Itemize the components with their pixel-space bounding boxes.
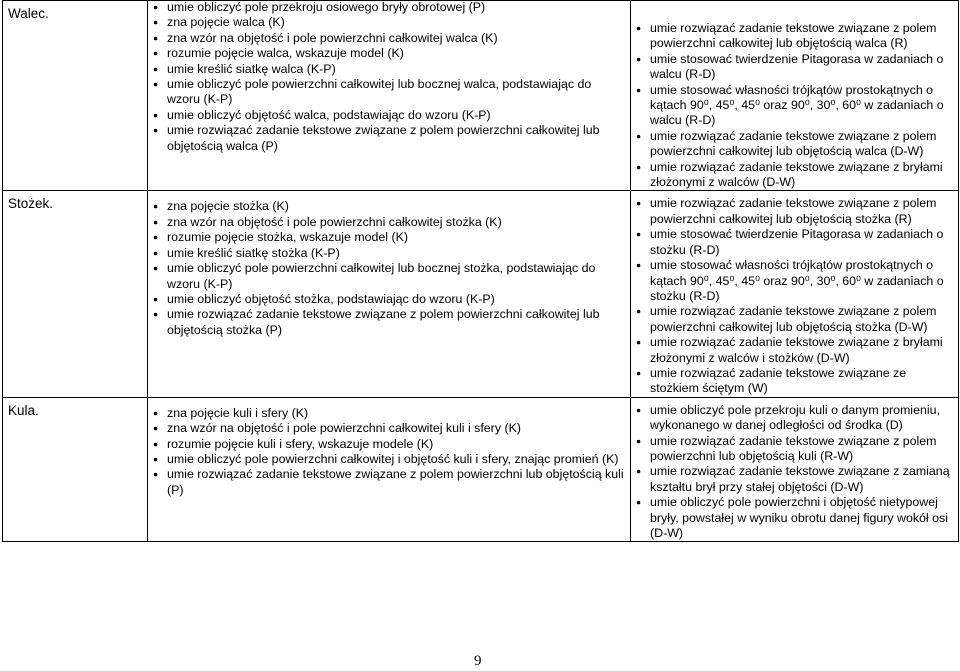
list-item: ● umie kreślić siatkę stożka (K-P): [148, 246, 626, 261]
topic-label: Stożek.: [8, 196, 54, 212]
basic-requirements-cell: [148, 397, 631, 542]
extended-requirements-list: [631, 403, 958, 542]
table-row-kula: [3, 397, 959, 542]
extended-requirements-list: [631, 21, 958, 190]
page-number: 9: [474, 653, 482, 669]
basic-requirements-cell: [148, 191, 631, 397]
topic-cell: [3, 397, 148, 542]
list-item: ● umie rozwiązać zadanie tekstowe związane z polem powierzchni całkowitej lub objętością stożka (R): [631, 196, 955, 227]
basic-requirements-list: [148, 0, 630, 154]
list-item: ● umie stosować własności trójkątów prostokątnych o kątach 90⁰, 45⁰, 45⁰ oraz 90⁰, 30⁰, 60⁰ w zadaniach o walcu (R-D): [631, 83, 955, 129]
list-item: ● umie stosować twierdzenie Pitagorasa w zadaniach o stożku (R-D): [631, 227, 955, 258]
list-item: ● umie rozwiązać zadanie tekstowe związane z polem powierzchni całkowitej lub objętością walca (R): [631, 21, 955, 52]
extended-requirements-list: [631, 196, 958, 396]
topic-label: Kula.: [8, 402, 39, 418]
extended-requirements-cell: [631, 191, 959, 397]
list-item: ● umie rozwiązać zadanie tekstowe związane z zamianą kształtu brył przy stałej objętości (D-W): [631, 464, 955, 495]
list-item: ● zna wzór na objętość i pole powierzchni całkowitej stożka (K): [148, 215, 626, 230]
list-item: ● umie rozwiązać zadanie tekstowe związane z polem powierzchni lub objętością kuli (P): [148, 467, 626, 498]
list-item: ● umie kreślić siatkę walca (K-P): [148, 62, 626, 77]
list-item: ● umie rozwiązać zadanie tekstowe związane z polem powierzchni całkowitej lub objętością stożka (P): [148, 307, 626, 338]
list-item: ● umie rozwiązać zadanie tekstowe związane z polem powierzchni całkowitej lub objętością walca (D-W): [631, 129, 955, 160]
list-item: ● umie obliczyć objętość walca, podstawiając do wzoru (K-P): [148, 108, 626, 123]
list-item: ● umie stosować własności trójkątów prostokątnych o kątach 90⁰, 45⁰, 45⁰ oraz 90⁰, 30⁰, 60⁰ w zadaniach o stożku (R-D): [631, 258, 955, 304]
list-item: ● zna pojęcie walca (K): [148, 15, 626, 30]
list-item: ● umie obliczyć pole przekroju kuli o danym promieniu, wykonanego w danej odległości od środka (D): [631, 403, 955, 434]
list-item: ● umie rozwiązać zadanie tekstowe związane ze stożkiem ściętym (W): [631, 366, 955, 397]
list-item: ● umie obliczyć objętość stożka, podstawiając do wzoru (K-P): [148, 292, 626, 307]
list-item: ● umie obliczyć pole przekroju osiowego bryły obrotowej (P): [148, 0, 626, 15]
list-item: ● rozumie pojęcie walca, wskazuje model (K): [148, 46, 626, 61]
list-item: ● zna pojęcie kuli i sfery (K): [148, 406, 626, 421]
list-item: ● zna wzór na objętość i pole powierzchni całkowitej kuli i sfery (K): [148, 421, 626, 436]
basic-requirements-cell: [148, 1, 631, 191]
list-item: ● umie rozwiązać zadanie tekstowe związane z polem powierzchni lub objętością kuli (R-W): [631, 434, 955, 465]
list-item: ● rozumie pojęcie stożka, wskazuje model (K): [148, 230, 626, 245]
basic-requirements-list: [148, 406, 630, 498]
list-item: ● umie rozwiązać zadanie tekstowe związane z polem powierzchni całkowitej lub objętością walca (P): [148, 123, 626, 154]
list-item: ● umie rozwiązać zadanie tekstowe związane z bryłami złożonymi z walców i stożków (D-W): [631, 335, 955, 366]
extended-requirements-cell: [631, 1, 959, 191]
requirements-table: [2, 0, 959, 542]
list-item: ● zna wzór na objętość i pole powierzchni całkowitej walca (K): [148, 31, 626, 46]
topic-cell: [3, 1, 148, 191]
list-item: ● umie rozwiązać zadanie tekstowe związane z polem powierzchni całkowitej lub objętością stożka (D-W): [631, 304, 955, 335]
list-item: ● umie stosować twierdzenie Pitagorasa w zadaniach o walcu (R-D): [631, 52, 955, 83]
table-row-walec: [3, 1, 959, 191]
list-item: ● zna pojęcie stożka (K): [148, 199, 626, 214]
basic-requirements-list: [148, 199, 630, 338]
extended-requirements-cell: [631, 397, 959, 542]
list-item: ● umie obliczyć pole powierzchni całkowitej lub bocznej stożka, podstawiając do wzoru (K-P): [148, 261, 626, 292]
table-row-stozek: [3, 191, 959, 397]
topic-label: Walec.: [8, 6, 49, 21]
list-item: ● umie rozwiązać zadanie tekstowe związane z bryłami złożonymi z walców (D-W): [631, 160, 955, 191]
list-item: ● umie obliczyć pole powierzchni i objętość nietypowej bryły, powstałej w wyniku obrotu danej figury wokół osi (D-W): [631, 495, 955, 541]
list-item: ● rozumie pojęcie kuli i sfery, wskazuje modele (K): [148, 437, 626, 452]
list-item: ● umie obliczyć pole powierzchni całkowitej i objętość kuli i sfery, znając promień (K): [148, 452, 626, 467]
topic-cell: [3, 191, 148, 397]
list-item: ● umie obliczyć pole powierzchni całkowitej lub bocznej walca, podstawiając do wzoru (K-P): [148, 77, 626, 108]
